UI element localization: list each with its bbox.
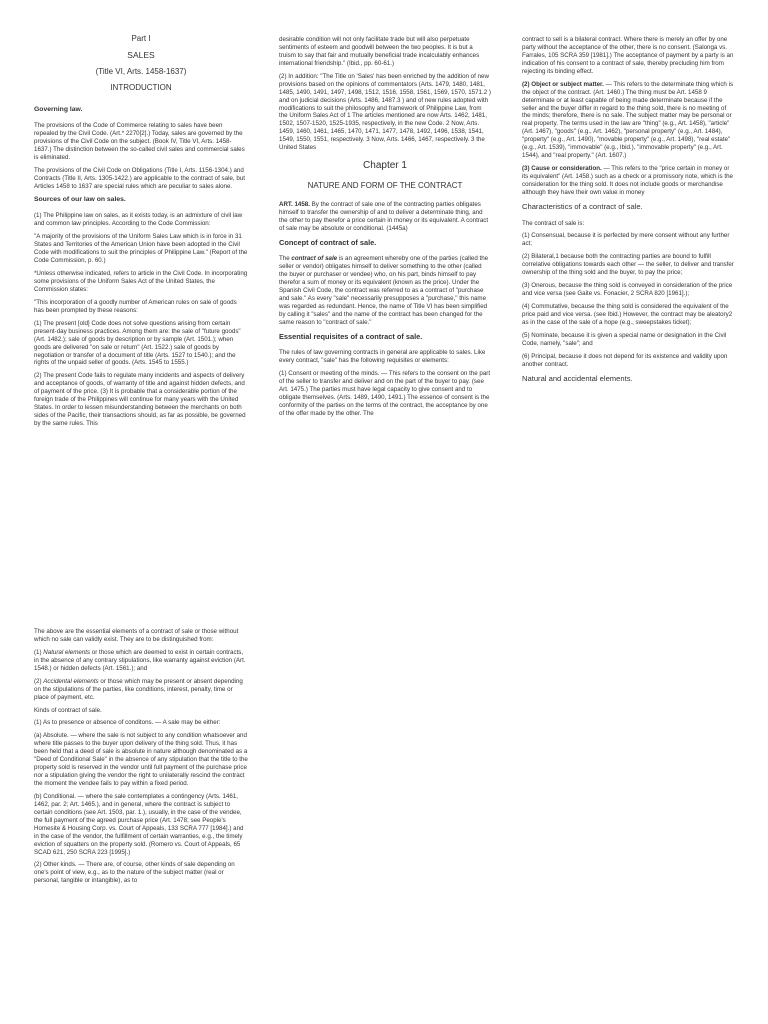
concept-heading: Concept of contract of sale.: [279, 237, 377, 247]
natural-elements-heading: Natural and accidental elements.: [522, 373, 633, 383]
text-run: or those which may be present or absent depending on the stipulations of the parties, like conditions, interest, penalty, time or place of payment, etc.: [34, 677, 243, 701]
characteristics-heading: Characteristics of a contract of sale.: [522, 201, 643, 211]
italic-term: Accidental elements: [43, 677, 99, 685]
paragraph: (1) Consensual, because it is perfected by mere consent without any further act;: [522, 232, 730, 248]
column-4: [34, 628, 248, 890]
paragraph: (3) Onerous, because the thing sold is conveyed in consideration of the price and vice versa (see Gaite vs. Fonacier, 2 SCRA 820 [1961].);: [522, 282, 733, 298]
paragraph: (2) Bilateral,1 because both the contracting parties are bound to fulfill correlative obligations towards each other — the seller, to deliver and transfer ownership of the thing sold and the buyer, to pay the price;: [522, 253, 734, 277]
paragraph: (2) Other kinds. — There are, of course, other kinds of sale depending on one's point of view, e.g., as to the nature of the subject matter (real or personal, tangible or intangible), as to: [34, 861, 235, 885]
bold-term: (2) Object or subject matter.: [522, 80, 604, 88]
column-3: [522, 36, 735, 391]
column-2: [279, 36, 491, 423]
paragraph: contract to sell is a bilateral contract. Where there is merely an offer by one party without the acceptance of the other, there is no consent. (Salonga vs. Farrales, 105 SCRA 359 [1981].) The acceptance of payment by a party is an indication of his consent to a contract of sale, thereby precluding him from rejecting its binding effect.: [522, 36, 734, 75]
text-run: or those which are deemed to exist in certain contracts, in the absence of any contrary stipulations, like warranty against eviction (Art. 1548.) or hidden defects (Art. 1561.); and: [34, 648, 246, 672]
paragraph: (5) Nominate, because it is given a special name or designation in the Civil Code, namely, "sale"; and: [522, 331, 727, 347]
paragraph: The rules of law governing contracts in general are applicable to sales. Like every contract, "sale" has the following requisites or elements:: [279, 349, 486, 365]
paragraph: [522, 81, 735, 160]
paragraph: [34, 649, 248, 673]
paragraph: The above are the essential elements of a contract of sale or those without which no sale can validly exist. They are to be distinguished from:: [34, 628, 239, 643]
paragraph: The provisions of the Civil Code on Obligations (Title I, Arts. 1156-1304.) and Contracts (Title II, Arts. 1305-1422.) are applicable to the contract of sale, but Articles 1458 to 1637 are special rules which are peculiar to sales alone.: [34, 166, 245, 190]
paragraph: (a) Absolute. — where the sale is not subject to any condition whatsoever and where title passes to the buyer upon delivery of the thing sold. Thus, it has been held that a deed of sale is absolute in nature although denominated as a "Deed of Conditional Sale" in the absence of any stipulation that the title to the property sold is reserved in the vendor until full payment of the purchase price nor a stipulation giving the vendor the right to unilaterally rescind the contract the moment the vendee fails to pay within a fixed period.: [34, 732, 248, 787]
kinds-heading: Kinds of contract of sale.: [34, 706, 102, 714]
paragraph: (2) The present Code fails to regulate many incidents and aspects of delivery and acceptance of goods, of warranty of title and against hidden defects, and of payment of the price. (3) It is probable that a considerable portion of the foreign trade of the Philippines will continue for many years with the United States. In order to lessen misunderstanding between the merchants on both sides of the Pacific, their transactions should, as far as possible, be governed by the same rules. This: [34, 372, 246, 428]
governing-law-heading: Governing law.: [34, 105, 83, 113]
paragraph: *Unless otherwise indicated, refers to article in the Civil Code. In incorporating some provisions of the Uniform Sales Act of the United States, the Commission states:: [34, 270, 248, 293]
paragraph: (4) Commutative, because the thing sold is considered the equivalent of the price paid and vice versa. (see Ibid.) However, the contract may be aleatory2 as in the case of the sale of a hope (e.g., sweepstakes ticket);: [522, 303, 733, 326]
paragraph: [522, 165, 735, 197]
italic-term: contract of sale: [291, 255, 338, 263]
text-run: (1): [34, 648, 44, 656]
essential-requisites-heading: Essential requisites of a contract of sale.: [279, 331, 423, 341]
document-title: SALES: [127, 50, 155, 61]
paragraph: desirable condition will not only facilitate trade but will also perpetuate sentiments of esteem and goodwill between the two peoples. It is but a truism to say that fair and mutually beneficial trade incalculably enhances international friendship." (Ibid., pp. 60-61.): [279, 36, 480, 67]
sources-heading: Sources of our law on sales.: [34, 195, 126, 203]
title-range: (Title VI, Arts. 1458-1637): [95, 67, 187, 77]
text-run: The: [279, 255, 292, 263]
paragraph: (2) In addition: "The Title on 'Sales' has been enriched by the addition of new provisions based on the opinions of commentators (Arts. 1479, 1480, 1481, 1485, 1490, 1491, 1497, 1498, 1512, 1516, 1558, 1561, 1569, 1570, 1571.2 ) and on judicial decisions (Arts. 1486, 1487.3 ) and of new rules adopted with modifications to suit the philosophy and framework of Philippine Law, from the Uniform Sales Act of 1 The articles mentioned are now Arts. 1462, 1481, 1502, 1507-1520, 1525-1935, respectively, in the new Code. 2 Now, Arts. 1459, 1460, 1461, 1465, 1470, 1471, 1477, 1478, 1492, 1496, 1538, 1541, 1549, 1550, 1551, respectively. 3 Now, Arts. 1466, 1467, respectively. 3 the United States: [279, 72, 491, 152]
paragraph: "A majority of the provisions of the Uniform Sales Law which is in force in 31 States and Territories of the American Union have been adopted in the Civil Code with modifications to suit the principles of Philippine Law." (Report of the Code Commission, p. 60.): [34, 233, 248, 265]
italic-term: Natural elements: [43, 648, 91, 656]
part-label: Part I: [131, 34, 151, 43]
paragraph: (1) The present [old] Code does not solve questions arising from certain present-day business practices. Among them are: the sale of "future goods" (Art. 1482.); sale of goods by description or by sample (Art. 1501.); when goods are delivered "on sale or return" (Art. 1522.) sale of goods by negotiation or transfer of a document of title (Arts. 1527 to 1540.); and the rights of the unpaid seller of goods. (Arts. 1545 to 1555.): [34, 319, 241, 367]
paragraph: [279, 255, 491, 326]
paragraph: The contract of sale is:: [522, 219, 585, 227]
bold-term: (3) Cause or consideration.: [522, 165, 602, 173]
paragraph: (6) Principal, because it does not depend for its existence and validity upon another contract.: [522, 352, 728, 368]
paragraph: [34, 678, 248, 702]
text-run: — This refers to the determinate thing which is the object of the contract. (Art. 1460.) The thing must be Art. 1458 9 determinate or at least capable of being made determinate because if the seller and the buyer differ in regard to the thing sold, there is no meeting of the minds; therefore, there is no sale. The subject matter may be personal or real property. The terms used in the law are "thing" (e.g., Art. 1458), "article" (Art. 1467), "goods" (e.g., Art. 1462), "personal property" (e.g., Art. 1484), "property" (e.g., Art. 1490), "movable property" (e.g., Art. 1498), "real estate" (e.g., Art. 1539), "immovable" (e.g., Ibid.), "immovable property" (e.g., Art. 1544), and "real property." (Art. 1607.): [522, 80, 734, 160]
text-run: — This refers to the "price certain in money or its equivalent" (Art. 1458.) such as a check or a promissory note, which is the consideration for the thing sold. It does not include goods or merchandise although they have their own value in money: [522, 165, 733, 196]
text-run: is an agreement whereby one of the parties (called the seller or vendor) obligates himself to deliver something to the other (called the buyer or purchaser or vendee) who, on his part, binds himself to pay therefor a sum of money or its equivalent (known as the price). Under the Spanish Civil Code, the contract was referred to as a contract of "purchase and sale." As every "sale" necessarily presupposes a "purchase," this name was regarded as redundant. Hence, the name of Title VI has been simplified by calling it "sales" and the name of the contract has been changed for the same reason to "contract of sale.": [279, 255, 489, 326]
text-run: (2): [34, 677, 44, 685]
article-label: ART. 1458.: [279, 201, 310, 209]
column-1: [34, 34, 248, 433]
article-text: [279, 201, 491, 233]
paragraph: (b) Conditional. — where the sale contemplates a contingency (Arts. 1461, 1462, par. 2; Art. 1465.), and in general, where the contract is subject to certain conditions (see Art. 1503, par. 1.), usually, in the case of the vendee, the full payment of the agreed purchase price (Art. 1478; see People's Homesite & Housing Corp. vs. Court of Appeals, 133 SCRA 777 [1984].) and in the case of the vendor, the fulfillment of certain warranties, e.g., the timely eviction of squatters on the property sold. (Romero vs. Court of Appeals, 65 SCAD 621, 250 SCRA 223 [1995].): [34, 792, 244, 856]
introduction-heading: INTRODUCTION: [110, 83, 172, 93]
paragraph: (1) The Philippine law on sales, as it exists today, is an admixture of civil law and common law principles. According to the Code Commission:: [34, 212, 243, 228]
article-body: By the contract of sale one of the contracting parties obligates himself to transfer the ownership of and to deliver a determinate thing, and the other to pay therefor a price certain in money or its equivalent. A contract of sale may be absolute or conditional. (1445a): [279, 201, 489, 232]
paragraph: The provisions of the Code of Commerce relating to sales have been repealed by the Civil Code. (Art.* 2270[2].) Today, sales are governed by the provisions of the Civil Code on the subject. (Book IV, Title VI, Arts. 1458-1637.) The distinction between the so-called civil sales and commercial sales is eliminated.: [34, 122, 245, 162]
paragraph: (1) Consent or meeting of the minds. — This refers to the consent on the part of the seller to transfer and deliver and on the part of the buyer to pay. (see Art. 1475.) The parties must have legal capacity to give consent and to obligate themselves. (Arts. 1489, 1490, 1491.) The essence of consent is the conformity of the parties on the terms of the contract, the acceptance by one of the offer made by the other. The: [279, 370, 491, 417]
paragraph: (1) As to presence or absence of conditons. — A sale may be either:: [34, 719, 221, 727]
chapter-subtitle: NATURE AND FORM OF THE CONTRACT: [307, 180, 463, 190]
chapter-heading: Chapter 1: [363, 160, 407, 172]
paragraph: "This incorporation of a goodly number of American rules on sale of goods has been prompted by these reasons:: [34, 298, 237, 314]
